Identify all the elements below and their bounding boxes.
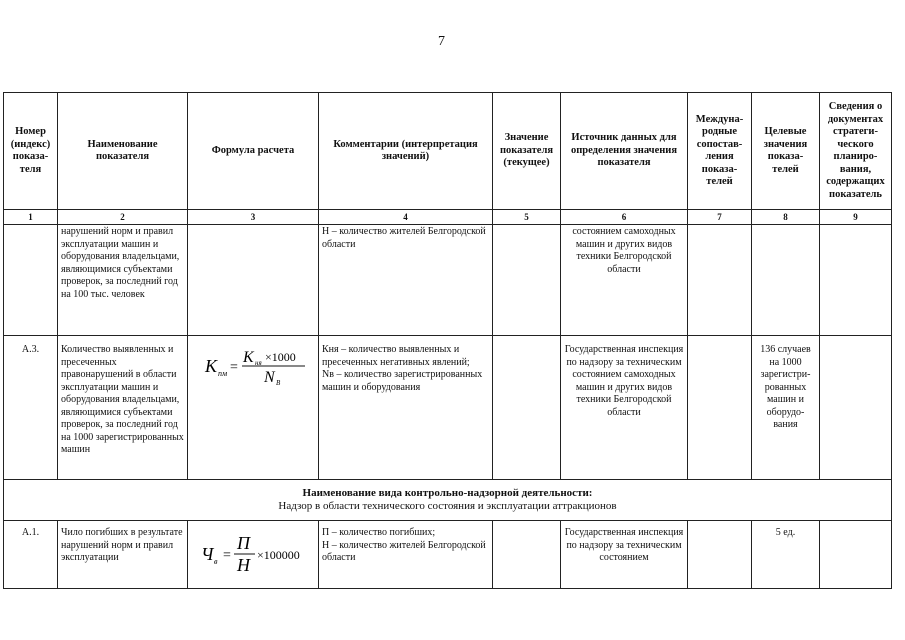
formula-denominator-sub: В <box>276 379 281 386</box>
page-number: 7 <box>438 34 445 49</box>
header-cell: Сведения о документах стратеги-ческого планиро-вания, содержащих показатель <box>820 93 892 210</box>
header-cell: Источник данных для определения значения показателя <box>561 93 688 210</box>
formula-multiplier: ×1000 <box>265 350 296 364</box>
header-row <box>4 93 892 210</box>
indicator-name: Чило погибших в результате нарушений норм и правил эксплуатации <box>58 521 188 589</box>
column-number: 4 <box>319 210 493 225</box>
data-source-cell: состоянием самоходных машин и других видов техники Белгородской области <box>561 225 688 336</box>
target-value-cell: 5 ед. <box>752 521 820 589</box>
comment-cell: Н – количество жителей Белгородской области <box>319 225 493 336</box>
formula-multiplier: ×100000 <box>257 548 300 562</box>
formula-kpm <box>193 348 313 386</box>
formula-lhs-sub: в <box>214 557 218 566</box>
formula-lhs: К <box>205 356 217 376</box>
column-number: 9 <box>820 210 892 225</box>
international-cell <box>688 521 752 589</box>
formula-cell <box>188 521 319 589</box>
index-cell: А.3. <box>4 336 58 480</box>
column-number: 1 <box>4 210 58 225</box>
indicator-name: Количество выявленных и пресеченных правонарушений в области эксплуатации машин и оборудования владельцами, являющимися субъектами проверок, за последний год на 1000 зарегистрированных машин <box>58 336 188 480</box>
header-cell: Формула расчета <box>188 93 319 210</box>
indicators-table <box>3 92 892 589</box>
formula-lhs-sub: пм <box>218 369 228 378</box>
international-cell <box>688 336 752 480</box>
svg-text:=: = <box>223 548 231 563</box>
formula-numerator-sub: ня <box>255 359 262 367</box>
column-number: 2 <box>58 210 188 225</box>
formula-chv <box>193 531 313 575</box>
section-row <box>4 480 892 521</box>
column-number: 7 <box>688 210 752 225</box>
formula-denominator: Н <box>237 555 250 575</box>
formula-numerator: П <box>237 533 250 553</box>
header-cell: Комментарии (интерпретация значений) <box>319 93 493 210</box>
section-heading <box>4 480 892 521</box>
target-value-cell: 136 случаев на 1000 зарегистри-рованных машин и оборудо-вания <box>752 336 820 480</box>
header-cell: Значение показателя (текущее) <box>493 93 561 210</box>
header-cell: Наименование показателя <box>58 93 188 210</box>
svg-text:=: = <box>230 360 238 375</box>
formula-lhs: Ч <box>201 544 214 564</box>
section-title: Наименование вида контрольно-надзорной деятельности: <box>302 487 593 499</box>
comment-cell: П – количество погибших; Н – количество жителей Белгородской области <box>319 521 493 589</box>
section-subtitle: Надзор в области технического состояния и эксплуатации аттракционов <box>278 500 617 512</box>
current-value-cell <box>493 336 561 480</box>
documents-cell <box>820 336 892 480</box>
table-row <box>4 336 892 480</box>
data-source-cell: Государственная инспекция по надзору за техническим состоянием самоходных машин и других видов техники Белгородской области <box>561 336 688 480</box>
formula-cell <box>188 336 319 480</box>
column-number: 3 <box>188 210 319 225</box>
index-cell: А.1. <box>4 521 58 589</box>
header-cell: Междуна-родные сопостав-ления показа-телей <box>688 93 752 210</box>
table-row <box>4 225 892 336</box>
column-number-row <box>4 210 892 225</box>
formula-cell <box>188 225 319 336</box>
documents-cell <box>820 225 892 336</box>
header-cell: Целевые значения показа-телей <box>752 93 820 210</box>
current-value-cell <box>493 225 561 336</box>
formula-denominator: N <box>264 369 275 386</box>
formula-numerator: К <box>243 349 254 366</box>
target-value-cell <box>752 225 820 336</box>
column-number: 6 <box>561 210 688 225</box>
current-value-cell <box>493 521 561 589</box>
table-row <box>4 521 892 589</box>
index-cell <box>4 225 58 336</box>
documents-cell <box>820 521 892 589</box>
indicator-name: нарушений норм и правил эксплуатации машин и оборудования владельцами, являющимися субъектами проверок, за последний год на 100 тыс. человек <box>58 225 188 336</box>
international-cell <box>688 225 752 336</box>
data-source-cell: Государственная инспекция по надзору за техническим состоянием <box>561 521 688 589</box>
column-number: 8 <box>752 210 820 225</box>
header-cell: Номер (индекс) показа-теля <box>4 93 58 210</box>
comment-cell: Кня – количество выявленных и пресеченных негативных явлений; Nв – количество зарегистрированных машин и оборудования <box>319 336 493 480</box>
column-number: 5 <box>493 210 561 225</box>
